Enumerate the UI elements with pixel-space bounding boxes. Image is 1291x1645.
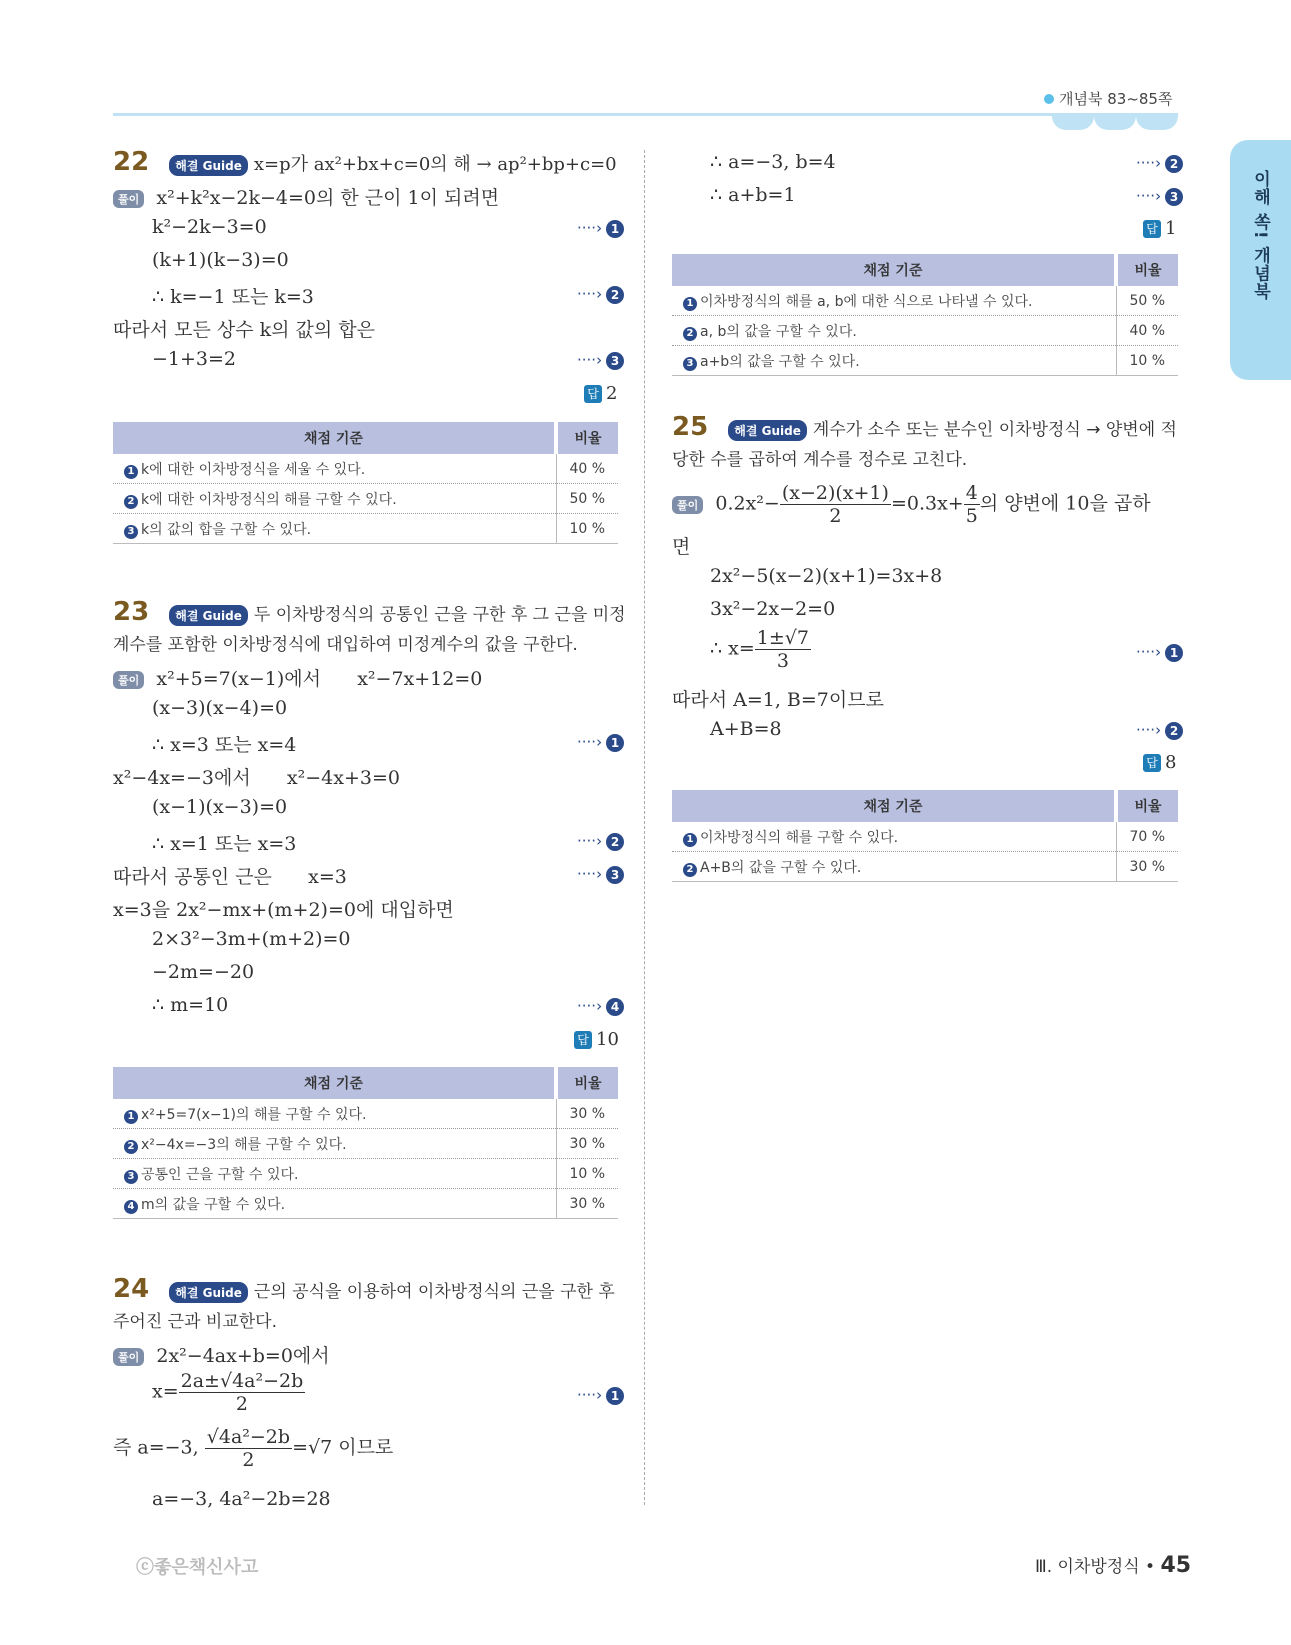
problem-number: 23 — [113, 597, 150, 627]
step-marker: ····› 1 — [1136, 643, 1183, 662]
publisher-logo: ⓒ좋은책신사고 — [136, 1557, 259, 1578]
solution-line: (x−1)(x−3)=0 — [152, 796, 288, 818]
answer-icon: 답 — [584, 385, 602, 403]
guide-badge: 해결 Guide — [728, 420, 807, 441]
table-row: 3 a+b의 값을 구할 수 있다. 10 % — [672, 346, 1178, 376]
step-marker: ····› 3 — [1136, 187, 1183, 206]
step-marker: ····› 2 — [577, 285, 624, 304]
answer — [1143, 752, 1176, 773]
criteria-header: 채점 기준 — [672, 254, 1116, 286]
solution-line: a=−3, 4a²−2b=28 — [152, 1488, 331, 1510]
answer-value: 8 — [1165, 752, 1177, 773]
table-row: 3 공통인 근을 구할 수 있다. 10 % — [113, 1159, 618, 1189]
chapter-title: Ⅲ. 이차방정식 — [1035, 1557, 1140, 1577]
answer-icon: 답 — [1143, 754, 1161, 772]
solution-line: x²+k²x−2k−4=0의 한 근이 1이 되려면 — [156, 187, 500, 209]
answer — [584, 383, 617, 404]
page-number: 45 — [1160, 1553, 1192, 1578]
wave-decoration — [1136, 116, 1178, 130]
solution-line: ∴ x= $\frac{1\pm√7}{3}$ — [710, 627, 809, 672]
solution-line: 2x²−5(x−2)(x+1)=3x+8 — [710, 565, 943, 587]
guide-text: 주어진 근과 비교한다. — [113, 1312, 278, 1332]
step-marker: ····› 3 — [577, 351, 624, 370]
guide-badge: 해결 Guide — [169, 155, 248, 176]
table-row: 1 x²+5=7(x−1)의 해를 구할 수 있다. 30 % — [113, 1099, 618, 1129]
solution-line: −2m=−20 — [152, 961, 255, 983]
answer — [574, 1029, 619, 1050]
ratio-header: 비율 — [556, 1067, 618, 1099]
solution-line: ∴ a=−3, b=4 — [710, 151, 836, 173]
problem-number: 24 — [113, 1274, 150, 1304]
table-row: 2 a, b의 값을 구할 수 있다. 40 % — [672, 316, 1178, 346]
step-marker: ····› 1 — [577, 733, 624, 752]
table-row: 1 k에 대한 이차방정식을 세울 수 있다. 40 % — [113, 454, 618, 484]
solution-line: (k+1)(k−3)=0 — [152, 249, 289, 271]
wave-decoration — [1052, 116, 1094, 130]
guide-badge: 해결 Guide — [169, 1282, 248, 1303]
wave-decoration — [1094, 116, 1136, 130]
scoring-table — [113, 422, 618, 544]
solution-line: k²−2k−3=0 — [152, 216, 267, 238]
solution-line: −1+3=2 — [152, 348, 237, 370]
solution-line: x²−4x=−3에서 x²−4x+3=0 — [113, 767, 401, 789]
criteria-header: 채점 기준 — [113, 1067, 556, 1099]
column-divider — [644, 150, 645, 1505]
chapter-reference-label: 개념북 83~85쪽 — [1059, 90, 1173, 108]
solution-line: 따라서 모든 상수 k의 값의 합은 — [113, 319, 375, 341]
solution-line: x²+5=7(x−1)에서 x²−7x+12=0 — [156, 668, 483, 690]
problem-number: 22 — [113, 147, 150, 177]
solution-badge: 풀이 — [113, 671, 144, 689]
problem-number: 25 — [672, 412, 709, 442]
page-footer: Ⅲ. 이차방정식 • 45 — [1035, 1553, 1192, 1578]
guide-text: 당한 수를 곱하여 계수를 정수로 고친다. — [672, 450, 968, 470]
solution-line: 2x²−4ax+b=0에서 — [156, 1345, 330, 1367]
guide-text: 두 이차방정식의 공통인 근을 구한 후 그 근을 미정 — [253, 605, 626, 625]
scoring-table — [672, 254, 1178, 376]
solution-line: ∴ m=10 — [152, 994, 229, 1016]
solution-line: x= $\frac{\text{2a±√4a²−2b}}{2}$ — [152, 1370, 304, 1415]
answer-value: 1 — [1165, 218, 1177, 239]
solution-line: ∴ a+b=1 — [710, 184, 796, 206]
solution-line: (x−3)(x−4)=0 — [152, 697, 288, 719]
solution-line: ∴ x=3 또는 x=4 — [152, 734, 297, 756]
guide-text: 근의 공식을 이용하여 이차방정식의 근을 구한 후 — [253, 1282, 615, 1302]
step-marker: ····› 4 — [577, 997, 624, 1016]
answer-icon: 답 — [1143, 220, 1161, 238]
solution-badge: 풀이 — [113, 190, 144, 208]
solution-line: A+B=8 — [710, 718, 782, 740]
step-marker: ····› 1 — [577, 219, 624, 238]
table-row: 4 m의 값을 구할 수 있다. 30 % — [113, 1189, 618, 1219]
solution-line: 2×3²−3m+(m+2)=0 — [152, 928, 351, 950]
scoring-table — [672, 790, 1178, 882]
step-marker: ····› 2 — [1136, 154, 1183, 173]
table-row: 2 x²−4x=−3의 해를 구할 수 있다. 30 % — [113, 1129, 618, 1159]
answer-value: 10 — [596, 1029, 619, 1050]
solution-line: 면 — [672, 536, 691, 558]
solution-line: 따라서 A=1, B=7이므로 — [672, 689, 884, 711]
table-row: 1 이차방정식의 해를 구할 수 있다. 70 % — [672, 822, 1178, 852]
answer-icon: 답 — [574, 1031, 592, 1049]
table-row: 2 A+B의 값을 구할 수 있다. 30 % — [672, 852, 1178, 882]
bullet-dot-icon — [1044, 94, 1054, 104]
criteria-header: 채점 기준 — [672, 790, 1116, 822]
table-row: 3 k의 값의 합을 구할 수 있다. 10 % — [113, 514, 618, 544]
solution-line: 즉 a=−3, $\frac{\text{√4a²−2b}}{2}$ =√7 이므로 — [113, 1426, 394, 1471]
guide-text: 계수를 포함한 이차방정식에 대입하여 미정계수의 값을 구한다. — [113, 635, 578, 655]
criteria-header: 채점 기준 — [113, 422, 556, 454]
solution-badge: 풀이 — [113, 1348, 144, 1366]
ratio-header: 비율 — [1116, 254, 1178, 286]
answer-value: 2 — [606, 383, 618, 404]
answer — [1143, 218, 1176, 239]
step-marker: ····› 3 — [577, 865, 624, 884]
scoring-table — [113, 1067, 618, 1219]
ratio-header: 비율 — [1116, 790, 1178, 822]
step-marker: ····› 1 — [577, 1386, 624, 1405]
solution-line: 풀이 0.2x²− $\frac{(x-2)(x+1)}{2}$ =0.3x+ $\frac{4}{5}$ 의 양변에 10을 곱하 — [672, 482, 1151, 527]
solution-line: 따라서 공통인 근은 x=3 — [113, 866, 347, 888]
chapter-reference — [1044, 88, 1172, 109]
solution-badge: 풀이 — [672, 496, 703, 514]
step-marker: ····› 2 — [577, 832, 624, 851]
guide-text: 계수가 소수 또는 분수인 이차방정식 → 양변에 적 — [812, 420, 1177, 440]
solution-line: 3x²−2x−2=0 — [710, 598, 836, 620]
table-row: 1 이차방정식의 해를 a, b에 대한 식으로 나타낼 수 있다. 50 % — [672, 286, 1178, 316]
solution-line: x=3을 2x²−mx+(m+2)=0에 대입하면 — [113, 899, 454, 921]
solution-line: ∴ k=−1 또는 k=3 — [152, 286, 314, 308]
guide-text: x=p가 ax²+bx+c=0의 해 → ap²+bp+c=0 — [253, 154, 617, 175]
solution-line: ∴ x=1 또는 x=3 — [152, 833, 297, 855]
header-rule — [113, 113, 1178, 116]
ratio-header: 비율 — [556, 422, 618, 454]
step-marker: ····› 2 — [1136, 721, 1183, 740]
guide-badge: 해결 Guide — [169, 605, 248, 626]
side-tab[interactable] — [1230, 140, 1291, 380]
side-tab-label: 이해 쏙! 개념북 — [1250, 170, 1270, 301]
table-row: 2 k에 대한 이차방정식의 해를 구할 수 있다. 50 % — [113, 484, 618, 514]
